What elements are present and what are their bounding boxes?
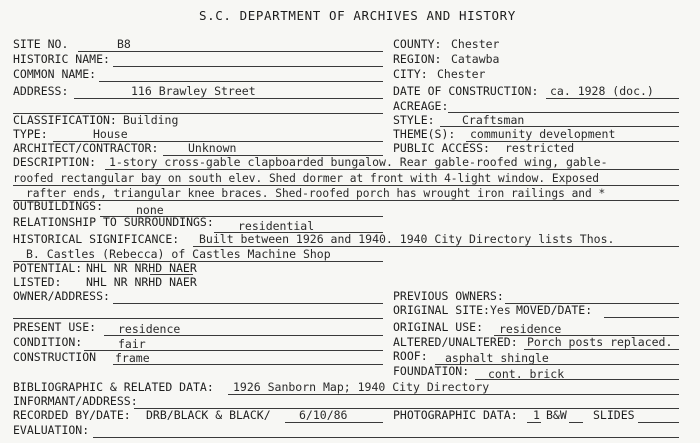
informant-label: INFORMANT/ADDRESS: bbox=[13, 394, 138, 408]
altered-label: ALTERED/UNALTERED: bbox=[393, 335, 518, 349]
city-label: CITY: bbox=[393, 67, 428, 81]
present-use-line bbox=[104, 335, 383, 336]
region-label: REGION: bbox=[393, 52, 442, 66]
acreage-label: ACREAGE: bbox=[393, 99, 449, 113]
recorded-by-label: RECORDED BY/DATE: bbox=[13, 408, 131, 422]
historic-name-line bbox=[113, 66, 383, 67]
site-no-label: SITE NO. bbox=[13, 37, 69, 51]
county-value: Chester bbox=[451, 37, 500, 51]
listed-options: NHL NR NRHD NAER bbox=[86, 275, 197, 289]
foundation-label: FOUNDATION: bbox=[393, 364, 470, 378]
classification-top-line bbox=[13, 113, 383, 114]
type-value: House bbox=[93, 127, 128, 141]
date-of-construction-label: DATE OF CONSTRUCTION: bbox=[393, 84, 539, 98]
site-no-line bbox=[78, 51, 383, 52]
address-label: ADDRESS: bbox=[13, 84, 69, 98]
roof-label: ROOF: bbox=[393, 349, 428, 363]
original-site-label: ORIGINAL SITE: bbox=[393, 303, 490, 317]
style-label: STYLE: bbox=[393, 113, 435, 127]
address-line bbox=[74, 98, 383, 99]
style-value: Craftsman bbox=[462, 113, 525, 127]
bibliographic-label: BIBLIOGRAPHIC & RELATED DATA: bbox=[13, 380, 214, 394]
recorded-date-line bbox=[285, 422, 383, 423]
description-line-3: rafter ends, triangular knee braces. Shed-roofed porch has wrought iron railings and * bbox=[26, 187, 606, 200]
present-use-label: PRESENT USE: bbox=[13, 320, 97, 334]
bibliographic-value: 1926 Sanborn Map; 1940 City Directory bbox=[233, 380, 490, 394]
roof-line bbox=[435, 364, 679, 365]
present-use-value: residence bbox=[118, 322, 181, 336]
outbuildings-value: none bbox=[136, 203, 164, 217]
evaluation-line bbox=[93, 437, 679, 438]
historic-name-label: HISTORIC NAME: bbox=[13, 52, 110, 66]
date-of-construction-line bbox=[546, 98, 679, 99]
owner-address-line-2 bbox=[13, 318, 383, 319]
photographic-slides-line bbox=[638, 422, 679, 423]
description-underline-3 bbox=[13, 200, 679, 201]
photographic-bw-label: B&W bbox=[546, 408, 567, 422]
relationship-value: residential bbox=[238, 219, 315, 233]
county-label: COUNTY: bbox=[393, 37, 442, 51]
photographic-count-line bbox=[527, 422, 541, 423]
bibliographic-line bbox=[228, 394, 679, 395]
owner-address-label: OWNER/ADDRESS: bbox=[13, 289, 110, 303]
type-label: TYPE: bbox=[13, 127, 48, 141]
evaluation-label: EVALUATION: bbox=[13, 423, 90, 437]
region-value: Catawba bbox=[451, 52, 500, 66]
condition-value: fair bbox=[118, 337, 146, 351]
description-label: DESCRIPTION: bbox=[13, 155, 97, 169]
recorded-by-value: DRB/BLACK & BLACK/ bbox=[146, 408, 271, 422]
photographic-slides-label: SLIDES bbox=[593, 408, 635, 422]
potential-label: POTENTIAL: bbox=[13, 261, 83, 275]
original-use-label: ORIGINAL USE: bbox=[393, 320, 484, 334]
public-access-label: PUBLIC ACCESS: bbox=[393, 141, 490, 155]
moved-date-line bbox=[604, 317, 679, 318]
common-name-line bbox=[99, 81, 383, 82]
listed-label: LISTED: bbox=[13, 275, 62, 289]
description-line-2: roofed rectangular bay on south elev. Shed dormer at front with 4-light window. Exposed bbox=[13, 172, 599, 185]
construction-value: frame bbox=[115, 351, 150, 365]
photographic-count: 1 bbox=[533, 408, 540, 422]
construction-line bbox=[113, 364, 383, 365]
historical-significance-line-1: Built between 1926 and 1940. 1940 City Directory lists Thos. bbox=[199, 232, 615, 246]
previous-owners-label: PREVIOUS OWNERS: bbox=[393, 289, 504, 303]
themes-label: THEME(S): bbox=[393, 127, 456, 141]
potential-options: NHL NR NRHD NAER bbox=[86, 261, 197, 275]
public-access-value: restricted bbox=[505, 141, 575, 155]
owner-address-line bbox=[113, 303, 383, 304]
altered-line bbox=[524, 349, 679, 350]
photographic-data-label: PHOTOGRAPHIC DATA: bbox=[393, 408, 518, 422]
architect-label: ARCHITECT/CONTRACTOR: bbox=[13, 141, 159, 155]
foundation-line bbox=[475, 379, 679, 380]
relationship-label: RELATIONSHIP TO SURROUNDINGS: bbox=[13, 215, 214, 229]
recorded-date-value: 6/10/86 bbox=[299, 408, 348, 422]
themes-value: community development bbox=[470, 127, 616, 141]
date-of-construction-value: ca. 1928 (doc.) bbox=[550, 84, 654, 98]
architect-value: Unknown bbox=[188, 141, 237, 155]
historical-significance-label: HISTORICAL SIGNIFICANCE: bbox=[13, 232, 180, 246]
original-site-value: Yes bbox=[490, 303, 511, 317]
moved-date-label: MOVED/DATE: bbox=[516, 303, 593, 317]
outbuildings-label: OUTBUILDINGS: bbox=[13, 199, 104, 213]
original-use-value: residence bbox=[499, 322, 562, 336]
common-name-label: COMMON NAME: bbox=[13, 67, 97, 81]
photographic-bw-line bbox=[569, 422, 583, 423]
classification-value: Building bbox=[123, 113, 179, 127]
form-header: S.C. DEPARTMENT OF ARCHIVES AND HISTORY bbox=[199, 8, 516, 23]
description-underline-1 bbox=[105, 169, 679, 170]
site-no-value: B8 bbox=[117, 37, 131, 51]
historical-significance-line-2: B. Castles (Rebecca) of Castles Machine Shop bbox=[26, 247, 331, 261]
address-value: 116 Brawley Street bbox=[131, 84, 256, 98]
foundation-value: cont. brick bbox=[488, 367, 565, 381]
classification-label: CLASSIFICATION: bbox=[13, 113, 117, 127]
roof-value: asphalt shingle bbox=[445, 351, 549, 365]
condition-label: CONDITION: bbox=[13, 335, 83, 349]
construction-label: CONSTRUCTION bbox=[13, 350, 97, 364]
description-underline-2 bbox=[13, 185, 679, 186]
altered-value: Porch posts replaced. bbox=[527, 335, 673, 349]
description-line-1: 1-story cross-gable clapboarded bungalow. Rear gable-roofed wing, gable- bbox=[109, 155, 608, 169]
city-value: Chester bbox=[437, 67, 486, 81]
